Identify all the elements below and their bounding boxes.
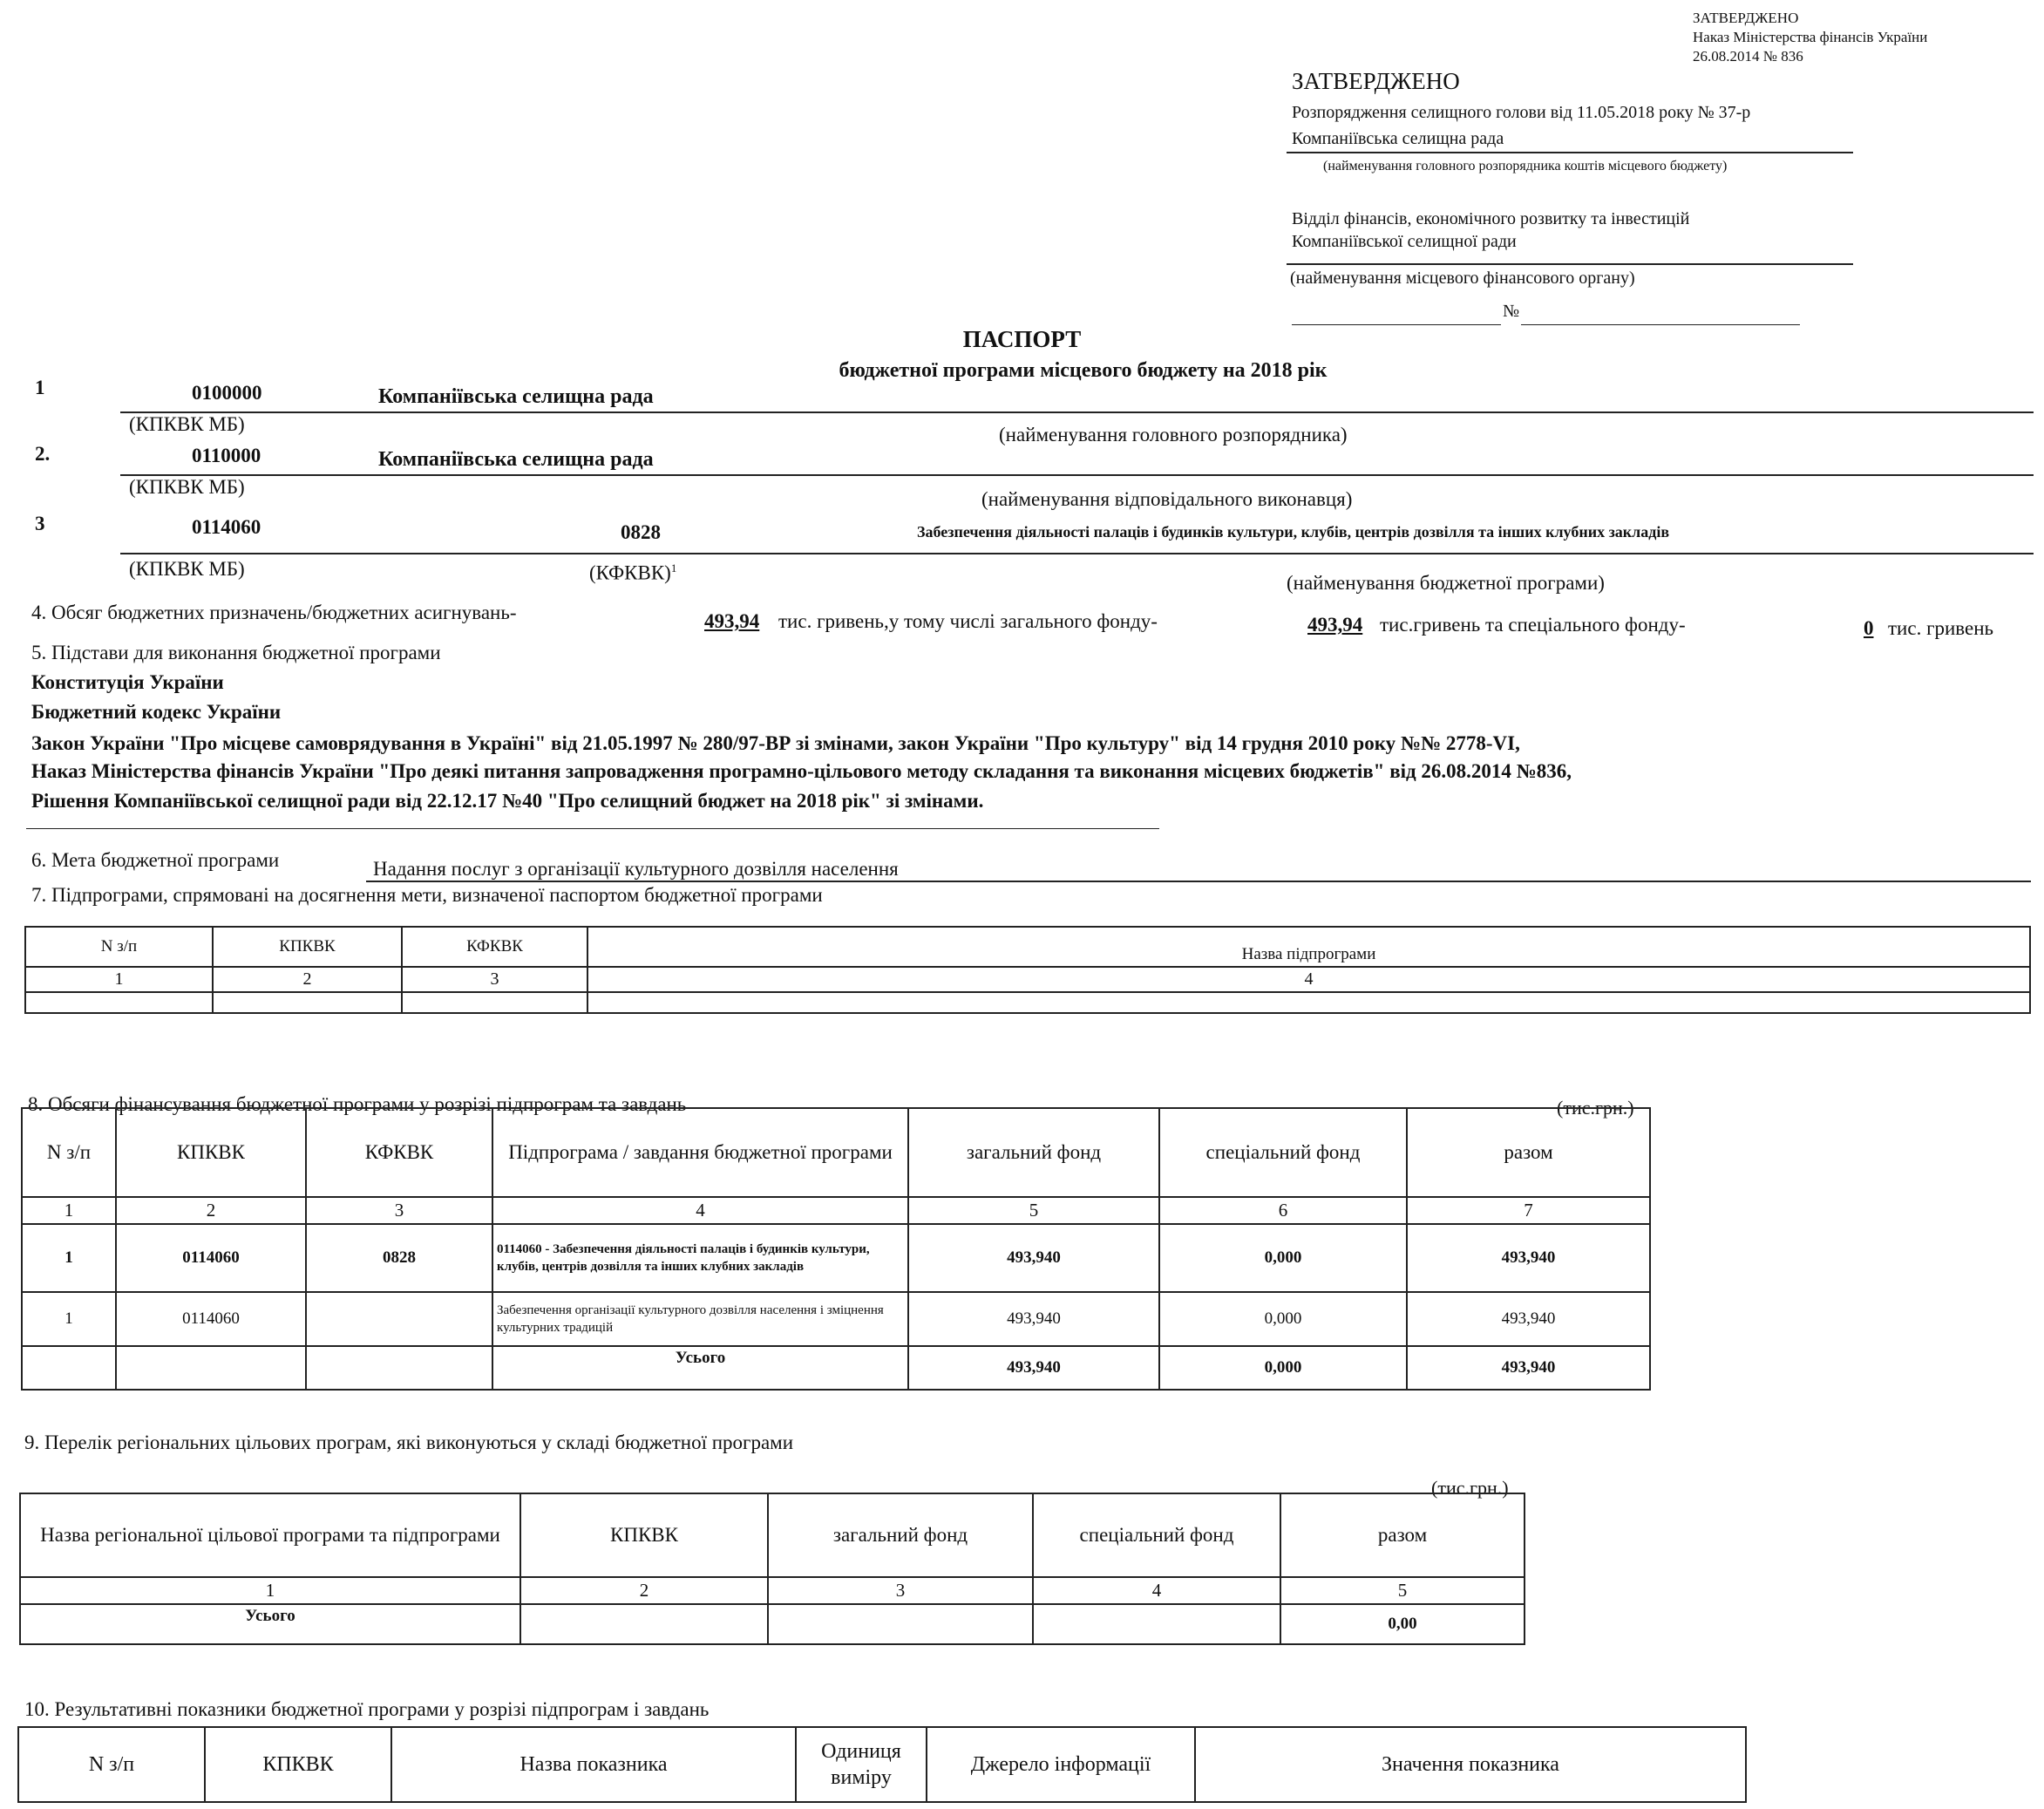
section9-header-general: загальний фонд [768, 1493, 1033, 1577]
section10-header-row [18, 1727, 1746, 1802]
section7-header-kfkvk: КФКВК [402, 927, 587, 967]
section9-header-total: разом [1280, 1493, 1525, 1577]
section10-header-n: N з/п [18, 1727, 205, 1802]
section8-row1-total: 493,940 [1407, 1224, 1650, 1292]
approval-finance-caption: (найменування місцевого фінансового органу) [1290, 269, 1635, 288]
section8-row2-n: 1 [22, 1292, 116, 1346]
section9-number-row [20, 1577, 1525, 1604]
section4-general: 493,94 [1307, 614, 1363, 636]
section4-label: 4. Обсяг бюджетних призначень/бюджетних асигнувань- [31, 602, 517, 623]
section8-col-5: 5 [908, 1197, 1159, 1224]
section8-row1-name: 0114060 - Забезпечення діяльності палаців і будинків культури, клубів, центрів дозвілля та інших клубних закладів [492, 1224, 908, 1292]
section8-header-kpkvk: КПКВК [116, 1108, 306, 1197]
approval-number-sign: № [1503, 302, 1520, 321]
section3-name: Забезпечення діяльності палаців і будинків культури, клубів, центрів дозвілля та інших клубних закладів [917, 523, 1670, 541]
section9-col-3: 3 [768, 1577, 1033, 1604]
section3-code: 0114060 [192, 516, 261, 538]
section10-label: 10. Результативні показники бюджетної програми у розрізі підпрограм і завдань [24, 1698, 710, 1720]
section4-text3: тис. гривень [1888, 617, 1994, 639]
approval-council: Компаніївська селищна рада [1292, 129, 1504, 148]
section6-label: 6. Мета бюджетної програми [31, 849, 280, 871]
section4-text2: тис.гривень та спеціального фонду- [1380, 614, 1686, 636]
section8-col-4: 4 [492, 1197, 908, 1224]
section8-total-row [22, 1346, 1650, 1390]
table-row [22, 1224, 1650, 1292]
section8-col-3: 3 [306, 1197, 492, 1224]
section3-num: 3 [35, 513, 45, 534]
section2-name: Компаніївська селищна рада [378, 448, 654, 471]
section5-label: 5. Підстави для виконання бюджетної програми [31, 642, 441, 663]
section8-col-7: 7 [1407, 1197, 1650, 1224]
approval-council-caption: (найменування головного розпорядника коштів місцевого бюджету) [1323, 159, 1728, 173]
section8-total-general: 493,940 [908, 1346, 1159, 1390]
section9-total-label: Усього [20, 1604, 520, 1644]
approval-corner [1693, 9, 1927, 66]
section9-header-name: Назва регіональної цільової програми та підпрограми [20, 1493, 520, 1577]
section4-total: 493,94 [704, 610, 760, 632]
section9-header-special: спеціальний фонд [1033, 1493, 1280, 1577]
section8-row1-kfkvk: 0828 [306, 1224, 492, 1292]
section7-empty-row [25, 992, 2030, 1013]
section8-header-special: спеціальний фонд [1159, 1108, 1407, 1197]
section9-label: 9. Перелік регіональних цільових програм, які виконуються у складі бюджетної програми [24, 1432, 794, 1453]
section8-header-general: загальний фонд [908, 1108, 1159, 1197]
section7-header-name: Назва підпрограми [587, 927, 2030, 967]
section8-col-2: 2 [116, 1197, 306, 1224]
section2-num: 2. [35, 443, 51, 465]
section10-header-unit: Одиниця виміру [796, 1727, 927, 1802]
section8-row1-n: 1 [22, 1224, 116, 1292]
section1-code-caption: (КПКВК МБ) [129, 413, 245, 435]
section3-code-caption: (КПКВК МБ) [129, 558, 245, 580]
section8-row2-kpkvk: 0114060 [116, 1292, 306, 1346]
section8-total-special: 0,000 [1159, 1346, 1407, 1390]
section2-code: 0110000 [192, 445, 261, 466]
section10-header-name: Назва показника [391, 1727, 796, 1802]
section4-special: 0 [1864, 617, 1874, 639]
section8-row2-kfkvk [306, 1292, 492, 1346]
section7-col-1: 1 [25, 967, 213, 992]
section8-row1-general: 493,940 [908, 1224, 1159, 1292]
section8-header-row [22, 1108, 1650, 1197]
approval-corner-line2: Наказ Міністерства фінансів України [1693, 29, 1928, 45]
page-subtitle: бюджетної програми місцевого бюджету на 2018 рік [839, 359, 1328, 382]
approval-corner-line3: 26.08.2014 № 836 [1693, 48, 1803, 65]
section8-header-name: Підпрограма / завдання бюджетної програми [492, 1108, 908, 1197]
approval-corner-line1: ЗАТВЕРДЖЕНО [1693, 10, 1799, 26]
section8-total-label: Усього [492, 1346, 908, 1390]
section5-line-4: Наказ Міністерства фінансів України "Про деякі питання запровадження програмно-цільового методу складання та виконання місцевих бюджетів" від 26.08.2014 №836, [31, 760, 1572, 782]
approval-order: Розпорядження селищного голови від 11.05.2018 року № 37-р [1292, 103, 1751, 122]
section7-table [24, 926, 2031, 1014]
section9-total-row [20, 1604, 1525, 1644]
section2-code-caption: (КПКВК МБ) [129, 476, 245, 498]
section9-col-1: 1 [20, 1577, 520, 1604]
section10-header-kpkvk: КПКВК [205, 1727, 391, 1802]
section8-total-total: 493,940 [1407, 1346, 1650, 1390]
section5-line-2: Бюджетний кодекс України [31, 701, 282, 723]
section1-num: 1 [35, 377, 45, 398]
approval-title: ЗАТВЕРДЖЕНО [1292, 68, 1460, 94]
section9-col-2: 2 [520, 1577, 768, 1604]
section8-row2-name: Забезпечення організації культурного дозвілля населення і зміцнення культурних традицій [492, 1292, 908, 1346]
section7-label: 7. Підпрограми, спрямовані на досягнення мети, визначеної паспортом бюджетної програми [31, 884, 823, 906]
section7-number-row [25, 967, 2030, 992]
section9-col-5: 5 [1280, 1577, 1525, 1604]
section9-header-row [20, 1493, 1525, 1577]
section7-col-4: 4 [587, 967, 2030, 992]
section8-header-total: разом [1407, 1108, 1650, 1197]
section6-value: Надання послуг з організації культурного дозвілля населення [373, 858, 899, 880]
section7-col-2: 2 [213, 967, 402, 992]
section5-line-3: Закон України "Про місцеве самоврядування в Україні" від 21.05.1997 № 280/97-ВР зі змінами, закон України "Про культуру" від 14 грудня 2010 року №№ 2778-VI, [31, 732, 1520, 754]
section7-header-n: N з/п [25, 927, 213, 967]
section7-header-row [25, 927, 2030, 967]
section8-number-row [22, 1197, 1650, 1224]
section1-name-caption: (найменування головного розпорядника) [999, 424, 1348, 445]
section9-unit: (тис.грн.) [1431, 1477, 1509, 1499]
approval-finance-dept-2: Компаніївської селищної ради [1292, 232, 1517, 251]
page-title: ПАСПОРТ [962, 326, 1082, 352]
section9-col-4: 4 [1033, 1577, 1280, 1604]
section10-header-value: Значення показника [1195, 1727, 1746, 1802]
section8-header-kfkvk: КФКВК [306, 1108, 492, 1197]
section8-row1-kpkvk: 0114060 [116, 1224, 306, 1292]
section8-col-1: 1 [22, 1197, 116, 1224]
section10-header-source: Джерело інформації [927, 1727, 1195, 1802]
section3-kfkvk-caption: (КФКВК)$^1$ [589, 561, 677, 584]
section5-line-5: Рішення Компаніївської селищної ради від 22.12.17 №40 "Про селищний бюджет на 2018 рік" зі змінами. [31, 790, 984, 812]
section1-name: Компаніївська селищна рада [378, 385, 654, 408]
section8-row1-special: 0,000 [1159, 1224, 1407, 1292]
section8-col-6: 6 [1159, 1197, 1407, 1224]
section10-table [17, 1726, 1747, 1803]
approval-finance-dept-1: Відділ фінансів, економічного розвитку та інвестицій [1292, 209, 1690, 228]
section8-row2-total: 493,940 [1407, 1292, 1650, 1346]
section3-name-caption: (найменування бюджетної програми) [1287, 572, 1605, 594]
section8-unit: (тис.грн.) [1557, 1097, 1634, 1119]
section9-table [19, 1493, 1525, 1645]
section8-label: 8. Обсяги фінансування бюджетної програми у розрізі підпрограм та завдань [28, 1093, 687, 1115]
section7-col-3: 3 [402, 967, 587, 992]
section9-header-kpkvk: КПКВК [520, 1493, 768, 1577]
section8-table [21, 1107, 1651, 1391]
section8-row2-general: 493,940 [908, 1292, 1159, 1346]
section2-name-caption: (найменування відповідального виконавця) [981, 488, 1353, 510]
table-row [22, 1292, 1650, 1346]
section4-text1: тис. гривень,у тому числі загального фонду- [778, 610, 1158, 632]
section8-row2-special: 0,000 [1159, 1292, 1407, 1346]
section7-header-kpkvk: КПКВК [213, 927, 402, 967]
section9-total-value: 0,00 [1280, 1604, 1525, 1644]
section3-kfkvk: 0828 [621, 521, 661, 543]
section5-line-1: Конституція України [31, 671, 224, 693]
section8-header-n: N з/п [22, 1108, 116, 1197]
section1-code: 0100000 [192, 382, 262, 404]
